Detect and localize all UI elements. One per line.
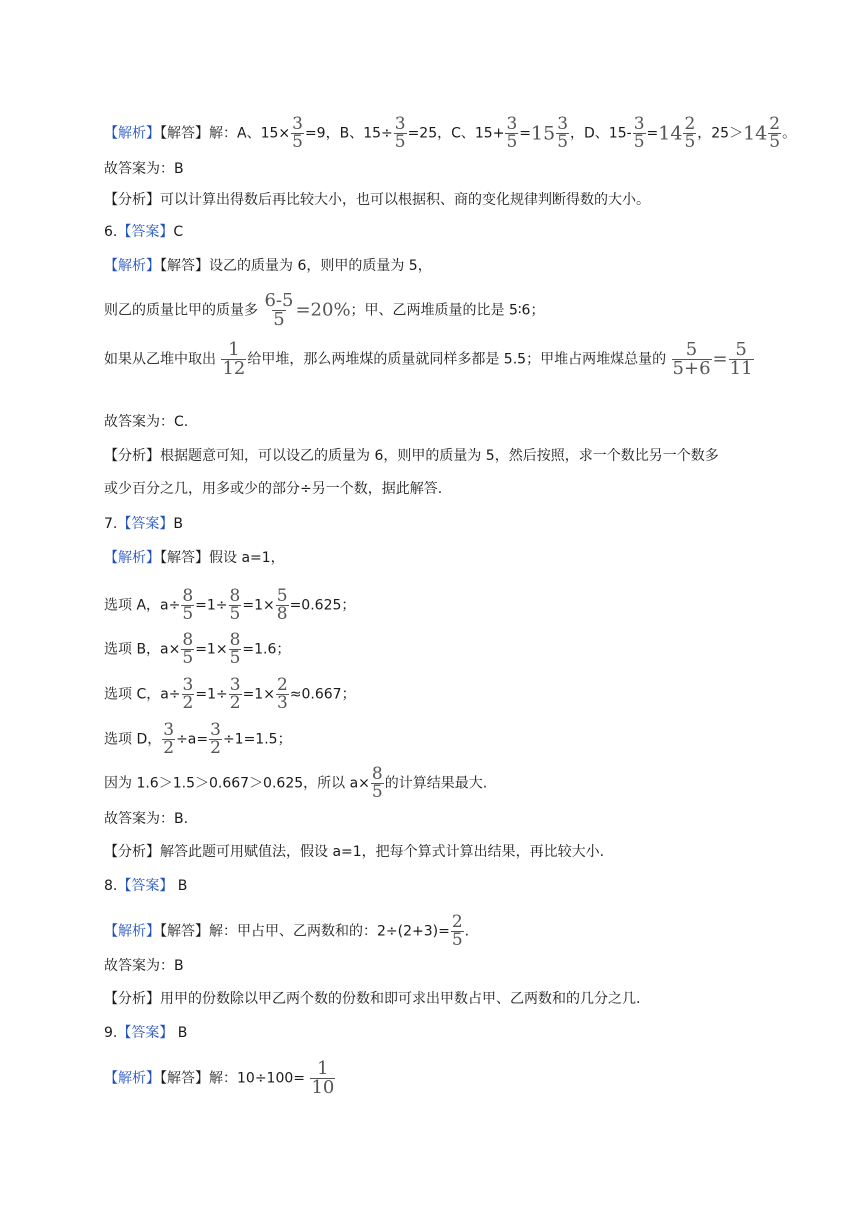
denominator: 5 [451,930,463,950]
numerator: 3 [557,114,569,134]
jiexi-tag: 【解析】 [104,923,160,940]
text: ，25＞ [697,125,744,142]
fraction [371,766,384,801]
fraction [276,588,289,623]
text: 选项 A，a÷ [104,597,181,614]
q7-option-c [104,677,356,712]
fraction [729,341,754,378]
text: =1× [242,597,275,614]
text: ；甲、乙两堆质量的比是 5∶6； [350,302,545,319]
daan-tag: 【答案】 [117,224,174,240]
denominator: 5 [273,309,285,330]
text: 可以计算出得数后再比较大小，也可以根据积、商的变化规律判断得数的大小。 [160,192,650,208]
q7-analysis [104,842,604,862]
numerator: 8 [229,586,241,606]
text: =1× [242,686,275,703]
text: 根据题意可知，可以设乙的质量为 6，则甲的质量为 5，然后按照，求一个数比另一个数多 [160,448,719,464]
jieda-tag: 【解答】 [160,550,209,566]
numerator: 3 [210,720,221,740]
fraction [768,116,781,151]
fraction [310,1060,335,1097]
fraction [229,632,242,667]
q6-answer-header [104,222,183,242]
denominator: 10 [311,1077,335,1098]
denominator: 2 [229,693,241,713]
fraction [221,341,246,378]
text: 故答案为：B. [104,811,189,827]
denominator: 5 [633,132,645,152]
text: 解：A、15× [209,125,291,142]
numerator: 5 [685,339,698,360]
q5-analysis [104,190,650,210]
text: 6. [104,224,118,240]
q5-answer [104,159,184,179]
q7-solution-line1 [104,548,285,568]
text: 7. [104,516,118,532]
denominator: 5 [371,782,383,802]
text: 设乙的质量为 6，则甲的质量为 5， [209,258,432,274]
q6-solution-line1 [104,256,432,276]
q6-analysis-1 [104,446,719,466]
fenxi-tag: 【分析】 [104,991,160,1007]
text: C [173,224,184,240]
text: 用甲的份数除以甲乙两个数的份数和即可求出甲数占甲、乙两数和的几分之几. [160,991,641,1007]
fraction [181,632,194,667]
q7-answer [104,809,188,829]
numerator: 3 [292,114,303,134]
fraction [672,341,712,378]
numerator: 8 [371,764,383,784]
text: 选项 D， [104,731,162,748]
text: 8. [104,878,118,894]
q6-solution-line2 [104,292,544,329]
numerator: 3 [633,114,645,134]
text: 9. [104,1025,118,1041]
text: B [173,878,188,894]
denominator: 5 [182,648,194,668]
denominator: 5 [229,604,241,624]
numerator: 2 [684,114,696,134]
q6-answer [104,412,188,432]
text: = [519,125,532,142]
daan-tag: 【答案】 [117,1025,174,1041]
numerator: 1 [317,1058,329,1079]
jiexi-tag: 【解析】 [104,550,160,566]
jiexi-tag: 【解析】 [104,258,160,274]
q7-conclusion [104,766,487,801]
q6-solution-line3 [104,341,755,378]
denominator: 5 [229,648,241,668]
q8-answer [104,956,184,976]
text: 解答此题可用赋值法，假设 a=1，把每个算式计算出结果，再比较大小. [160,844,605,860]
numerator: 3 [394,114,406,134]
numerator: 6-5 [264,290,294,311]
numerator: 2 [276,675,288,695]
text: =0.625； [289,597,356,614]
fraction [683,116,696,151]
denominator: 11 [729,358,753,379]
jieda-tag: 【解答】 [160,258,209,274]
fraction [182,677,195,712]
text: =25，C、15+ [407,125,505,142]
fraction [263,292,294,329]
text: 。 [782,125,797,142]
fenxi-tag: 【分析】 [104,192,160,208]
text: 选项 B，a× [104,641,181,658]
numerator: 3 [182,675,194,695]
text: 给甲堆，那么两堆煤的质量就同样多都是 5.5；甲堆占两堆煤总量的 [247,351,671,368]
fraction [291,116,304,151]
numerator: 8 [229,630,241,650]
numerator: 8 [182,586,194,606]
q8-answer-header [104,876,187,896]
text: ，D、15- [570,125,632,142]
q7-option-a [104,588,355,623]
text: ÷1=1.5； [222,731,292,748]
text: B [173,516,183,532]
jieda-tag: 【解答】 [160,1070,209,1087]
denominator: 5 [684,132,696,152]
denominator: 2 [163,738,175,758]
text: 假设 a=1， [209,550,285,566]
text: = [712,348,728,370]
fraction [276,677,289,712]
q7-option-b [104,632,290,667]
text: 的计算结果最大. [384,775,488,792]
fenxi-tag: 【分析】 [104,844,160,860]
text: ≈0.667； [289,686,356,703]
fraction [505,116,518,151]
text: =1÷ [195,686,228,703]
numerator: 2 [769,114,781,134]
text: 解：甲占甲、乙两数和的：2÷(2+3)= [209,923,450,940]
mixed-whole: 14 [658,122,683,145]
fraction [181,588,194,623]
text: B [173,1025,188,1041]
text: =1× [195,641,228,658]
fenxi-tag: 【分析】 [104,448,160,464]
q8-solution [104,914,469,949]
denominator: 5 [769,132,781,152]
denominator: 8 [276,604,288,624]
text: ÷a= [176,731,209,748]
denominator: 5 [506,132,518,152]
fraction [451,914,464,949]
denominator: 5 [394,132,406,152]
denominator: 2 [210,738,221,758]
fraction [229,677,242,712]
jieda-tag: 【解答】 [160,923,209,940]
text: 则乙的质量比甲的质量多 [104,302,263,319]
daan-tag: 【答案】 [117,878,174,894]
percent: =20% [295,299,351,321]
numerator: 3 [506,114,518,134]
fraction [633,116,646,151]
q9-solution [104,1060,336,1097]
jiexi-tag: 【解析】 [104,1070,160,1087]
denominator: 12 [222,358,246,379]
fraction [394,116,407,151]
fraction [229,588,242,623]
q8-analysis [104,989,640,1009]
fraction [209,722,222,757]
numerator: 5 [735,339,747,360]
numerator: 3 [229,675,241,695]
denominator: 5+6 [672,358,711,379]
text: =9，B、15÷ [304,125,393,142]
text: 解：10÷100= [209,1070,310,1087]
text: =1÷ [195,597,228,614]
text: 因为 1.6＞1.5＞0.667＞0.625，所以 a× [104,775,370,792]
text: 或少百分之几，用多或少的部分÷另一个数，据此解答. [104,481,443,497]
numerator: 2 [451,912,463,932]
text: 如果从乙堆中取出 [104,351,221,368]
jiexi-tag: 【解析】 [104,125,160,142]
jieda-tag: 【解答】 [160,125,209,142]
mixed-whole: 15 [531,122,556,145]
text: 选项 C，a÷ [104,686,181,703]
numerator: 8 [182,630,194,650]
fraction [556,116,569,151]
numerator: 5 [276,586,288,606]
numerator: 3 [163,720,175,740]
q9-answer-header [104,1023,187,1043]
mixed-whole: 14 [743,122,768,145]
daan-tag: 【答案】 [117,516,174,532]
text: 故答案为：B [104,161,184,177]
q5-solution-line [104,116,796,151]
q7-answer-header [104,514,183,534]
text: 故答案为：C. [104,414,189,430]
denominator: 2 [182,693,194,713]
denominator: 5 [292,132,303,152]
denominator: 5 [182,604,194,624]
text: . [464,923,470,940]
text: = [646,125,659,142]
denominator: 3 [276,693,288,713]
q7-option-d [104,722,292,757]
denominator: 5 [557,132,569,152]
numerator: 1 [228,339,240,360]
text: =1.6； [242,641,291,658]
text: 故答案为：B [104,958,184,974]
q6-analysis-2 [104,479,442,499]
fraction [162,722,175,757]
